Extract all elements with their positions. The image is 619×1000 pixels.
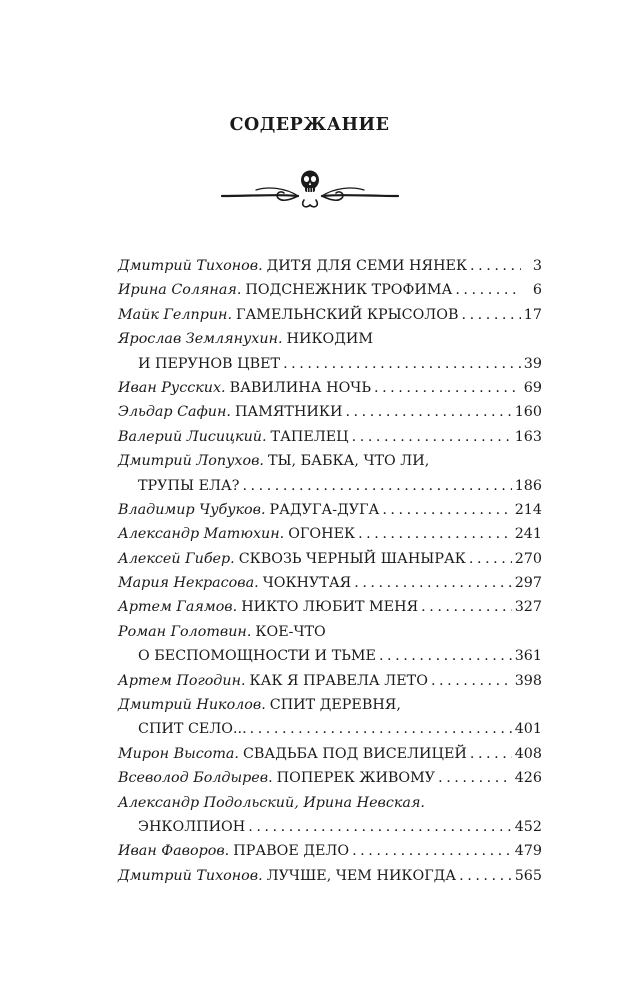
toc-title-continued: ТРУПЫ ЕЛА? — [138, 477, 240, 494]
toc-author: Иван Русских. — [118, 379, 226, 396]
toc-line — [118, 327, 542, 351]
dot-leader — [283, 352, 521, 376]
toc-page-number: 401 — [514, 721, 542, 738]
toc-entry[interactable] — [118, 742, 542, 766]
toc-line — [118, 278, 542, 302]
toc-line — [118, 400, 542, 424]
dot-leader — [459, 864, 512, 888]
toc-page-number: 186 — [514, 477, 542, 494]
toc-page-number: 69 — [523, 379, 542, 396]
toc-entry[interactable] — [118, 278, 542, 302]
toc-author: Александр Подольский, Ирина Невская. — [118, 794, 425, 811]
toc-title: НИКОДИМ — [286, 331, 373, 348]
toc-entry[interactable] — [118, 303, 542, 327]
toc-author: Владимир Чубуков. — [118, 501, 266, 518]
toc-line — [118, 742, 542, 766]
toc-title-continued: СПИТ СЕЛО... — [138, 721, 247, 738]
toc-entry[interactable] — [118, 791, 542, 840]
table-of-contents — [118, 254, 542, 888]
toc-page-number: 361 — [514, 648, 542, 665]
dot-leader — [382, 498, 511, 522]
toc-entry[interactable] — [118, 693, 542, 742]
toc-title-continued: ЭНКОЛПИОН — [138, 818, 246, 835]
toc-entry[interactable] — [118, 839, 542, 863]
dot-leader — [250, 717, 512, 741]
toc-entry[interactable] — [118, 327, 542, 376]
toc-title: ПОПЕРЕК ЖИВОМУ — [276, 770, 436, 787]
toc-page-number: 327 — [514, 599, 542, 616]
toc-author: Алексей Гибер. — [118, 550, 235, 567]
toc-entry[interactable] — [118, 595, 542, 619]
toc-author: Ярослав Землянухин. — [118, 331, 283, 348]
toc-page-number: 398 — [514, 672, 542, 689]
toc-line — [118, 449, 542, 473]
toc-page-number: 297 — [514, 575, 542, 592]
toc-title: ВАВИЛИНА НОЧЬ — [229, 379, 371, 396]
toc-title: ДИТЯ ДЛЯ СЕМИ НЯНЕК — [266, 258, 468, 274]
toc-page-number: 6 — [532, 282, 542, 299]
toc-line — [118, 815, 542, 839]
toc-line — [118, 254, 542, 278]
toc-page-number: 270 — [514, 550, 542, 567]
toc-author: Всеволод Болдырев. — [118, 770, 273, 787]
toc-line — [118, 522, 542, 546]
toc-page-number: 479 — [514, 843, 542, 860]
dot-leader — [354, 571, 511, 595]
dot-leader — [374, 376, 521, 400]
toc-entry[interactable] — [118, 425, 542, 449]
toc-entry[interactable] — [118, 620, 542, 669]
toc-title: НИКТО ЛЮБИТ МЕНЯ — [241, 599, 419, 616]
toc-title: ЛУЧШЕ, ЧЕМ НИКОГДА — [266, 867, 457, 884]
toc-entry[interactable] — [118, 376, 542, 400]
toc-entry[interactable] — [118, 400, 542, 424]
toc-line — [118, 571, 542, 595]
toc-line — [118, 864, 542, 888]
toc-author: Дмитрий Тихонов. — [118, 258, 263, 274]
toc-entry[interactable] — [118, 766, 542, 790]
toc-title: КАК Я ПРАВЕЛА ЛЕТО — [249, 672, 428, 689]
dot-leader — [455, 278, 521, 302]
toc-line — [118, 498, 542, 522]
toc-line — [118, 620, 542, 644]
dot-leader — [242, 474, 511, 498]
toc-entry[interactable] — [118, 522, 542, 546]
toc-title: ПОДСНЕЖНИК ТРОФИМА — [245, 282, 453, 299]
toc-title: РАДУГА-ДУГА — [269, 501, 380, 518]
toc-line — [118, 547, 542, 571]
dot-leader — [421, 595, 512, 619]
toc-page-number: 426 — [514, 770, 542, 787]
toc-page-number: 214 — [514, 501, 542, 518]
toc-line — [118, 644, 542, 668]
toc-page-number: 3 — [532, 258, 542, 274]
toc-line — [118, 766, 542, 790]
toc-title: ПРАВОЕ ДЕЛО — [233, 843, 350, 860]
toc-title-continued: О БЕСПОМОЩНОСТИ И ТЬМЕ — [138, 648, 376, 665]
toc-entry[interactable] — [118, 254, 542, 278]
toc-entry[interactable] — [118, 449, 542, 498]
ornament-divider — [220, 160, 400, 212]
toc-page-number: 565 — [514, 867, 542, 884]
dot-leader — [469, 547, 512, 571]
toc-author: Дмитрий Тихонов. — [118, 867, 263, 884]
toc-author: Роман Голотвин. — [118, 623, 252, 640]
dot-leader — [345, 400, 511, 424]
toc-line — [118, 791, 542, 815]
toc-author: Валерий Лисицкий. — [118, 428, 267, 445]
dot-leader — [248, 815, 511, 839]
toc-title: КОЕ-ЧТО — [255, 623, 326, 640]
toc-author: Иван Фаворов. — [118, 843, 230, 860]
toc-title: СПИТ ДЕРЕВНЯ, — [269, 697, 401, 714]
toc-author: Александр Матюхин. — [118, 526, 285, 543]
toc-author: Эльдар Сафин. — [118, 404, 231, 421]
skull-icon — [301, 171, 319, 193]
toc-page-number: 452 — [514, 818, 542, 835]
toc-title: ОГОНЕК — [288, 526, 356, 543]
toc-title: ТАПЕЛЕЦ — [270, 428, 349, 445]
toc-title: СКВОЗЬ ЧЕРНЫЙ ШАНЫРАК — [238, 550, 466, 567]
toc-page-number: 17 — [523, 306, 542, 323]
toc-title: СВАДЬБА ПОД ВИСЕЛИЦЕЙ — [242, 745, 467, 762]
dot-leader — [352, 425, 512, 449]
toc-title: ГАМЕЛЬНСКИЙ КРЫСОЛОВ — [236, 306, 459, 323]
toc-page-number: 160 — [514, 404, 542, 421]
toc-entry[interactable] — [118, 571, 542, 595]
dot-leader — [352, 839, 512, 863]
dot-leader — [431, 669, 512, 693]
toc-title: ЧОКНУТАЯ — [262, 575, 352, 592]
toc-page-number: 39 — [523, 355, 542, 372]
page-title: СОДЕРЖАНИЕ — [229, 115, 390, 135]
toc-entry[interactable] — [118, 864, 542, 888]
toc-entry[interactable] — [118, 498, 542, 522]
toc-line — [118, 376, 542, 400]
toc-author: Артем Погодин. — [118, 672, 246, 689]
toc-title: ТЫ, БАБКА, ЧТО ЛИ, — [267, 453, 430, 470]
dot-leader — [470, 254, 521, 278]
toc-author: Мария Некрасова. — [118, 575, 259, 592]
toc-entry[interactable] — [118, 669, 542, 693]
toc-title-continued: И ПЕРУНОВ ЦВЕТ — [138, 355, 281, 372]
toc-entry[interactable] — [118, 547, 542, 571]
toc-page-number: 408 — [514, 745, 542, 762]
toc-line — [118, 839, 542, 863]
dot-leader — [461, 303, 520, 327]
toc-author: Мирон Высота. — [118, 745, 239, 762]
toc-line — [118, 425, 542, 449]
toc-line — [118, 303, 542, 327]
toc-line — [118, 717, 542, 741]
toc-title: ПАМЯТНИКИ — [234, 404, 343, 421]
dot-leader — [358, 522, 512, 546]
toc-line — [118, 693, 542, 717]
toc-line — [118, 474, 542, 498]
dot-leader — [470, 742, 512, 766]
toc-author: Ирина Соляная. — [118, 282, 242, 299]
toc-page-number: 241 — [514, 526, 542, 543]
toc-page-number: 163 — [514, 428, 542, 445]
toc-author: Дмитрий Николов. — [118, 697, 266, 714]
toc-author: Майк Гелприн. — [118, 306, 233, 323]
toc-author: Артем Гаямов. — [118, 599, 238, 616]
dot-leader — [379, 644, 512, 668]
toc-author: Дмитрий Лопухов. — [118, 453, 264, 470]
toc-line — [118, 595, 542, 619]
dot-leader — [438, 766, 512, 790]
toc-line — [118, 352, 542, 376]
toc-line — [118, 669, 542, 693]
